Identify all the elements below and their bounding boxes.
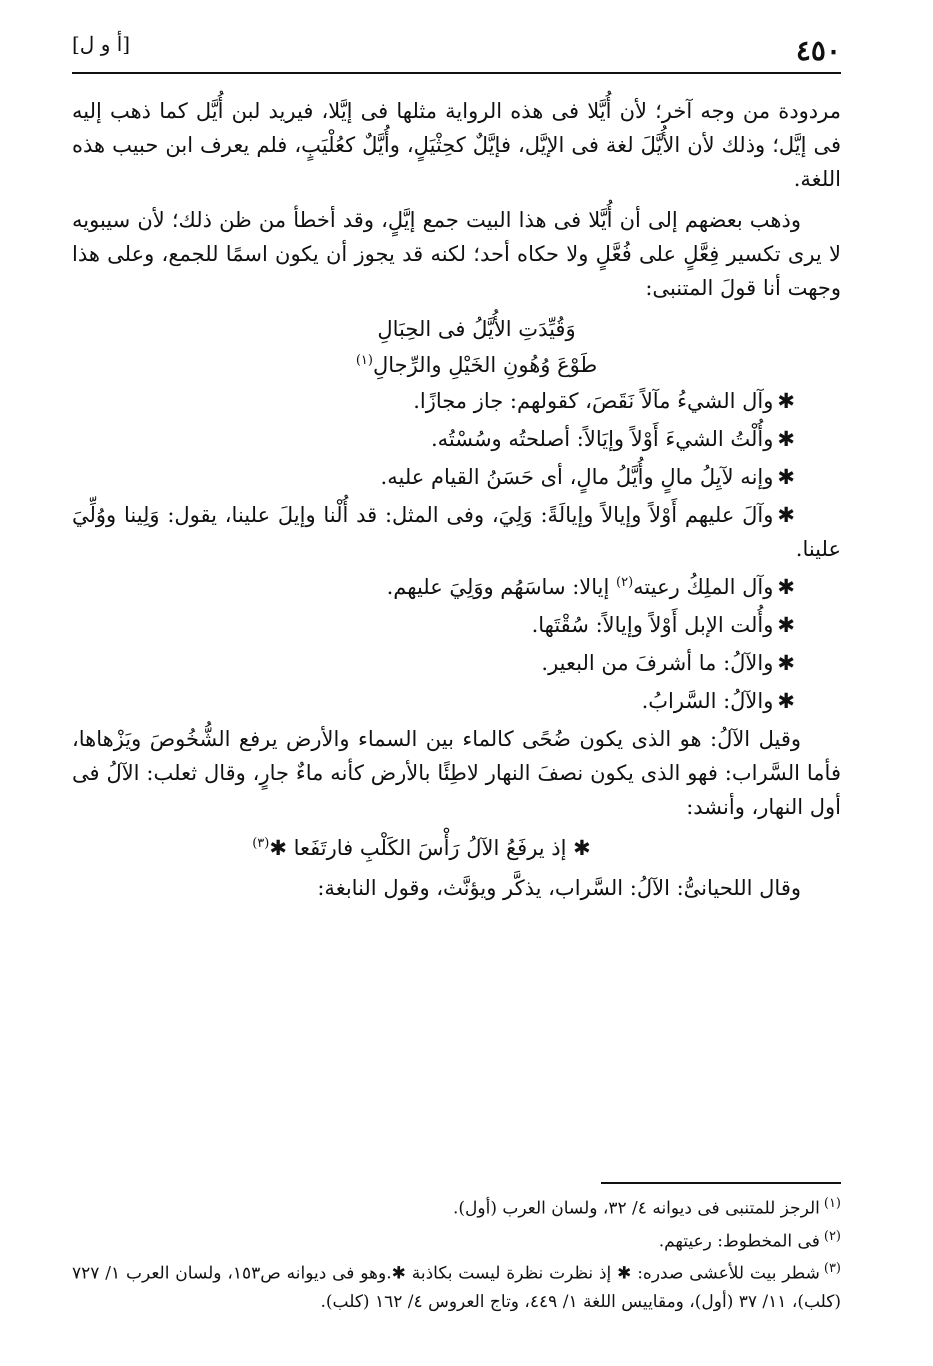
footnote [72, 1255, 841, 1316]
entry-text: وأُلْتُ الشيءَ أَوْلاً وإيَالاً: أصلحتُه وسُسْتُه. [430, 427, 774, 451]
entry-star-icon: ✱ [777, 689, 795, 713]
footnote-ref: (٣) [252, 836, 270, 851]
footnote-divider [601, 1182, 841, 1184]
dictionary-entry [72, 498, 841, 566]
entry-star-icon: ✱ [777, 389, 795, 413]
entry-star-icon: ✱ [777, 465, 795, 489]
footnote [72, 1223, 841, 1256]
dictionary-entry [72, 646, 841, 680]
dictionary-entry [72, 684, 841, 718]
entry-star-icon: ✱ [777, 503, 795, 527]
verse-text: طَوْعَ وُهُونِ الخَيْلِ والرِّجالِ [372, 353, 598, 377]
running-head: [أ و ل] [72, 32, 131, 56]
entry-text: وأُلت الإبل أَوْلاً وإيالاً: سُقْتَها. [531, 613, 774, 637]
entry-star-icon: ✱ [777, 651, 795, 675]
paragraph: مردودة من وجه آخر؛ لأن أُيَّلا فى هذه الرواية مثلها فى إيَّلا، فيريد لبن أُيَّل كما ذهب إليه فى إيَّل؛ وذلك لأن الأُيَّلَ لغة فى الإيَّل، فإيَّلٌ كحِثْيَلٍ، وأُيَّلٌ كعُلْيَبٍ، فلم يعرف ابن حبيب هذه اللغة. [72, 99, 841, 191]
footnote-ref: (١) [355, 353, 373, 368]
entry-text: والآلُ: ما أشرفَ من البعير. [541, 651, 774, 675]
verse-line: وَقُيِّدَتِ الأُيَّلُ فى الحِبَالِ [377, 317, 576, 341]
main-text [72, 94, 841, 912]
footnote-number: (٢) [823, 1228, 841, 1244]
footnotes [72, 1190, 841, 1316]
footnote-text: شطر بيت للأعشى صدره: ✱ إذ نظرت نظرة ليست بكاذبة ✱.وهو فى ديوانه ص١٥٣، ولسان العرب ١/ ٧٢٧ (كلب)، ١١/ ٣٧ (أول)، ومقاييس اللغة ١/ ٤٤٩، وتاج العروس ٤/ ١٦٢ (كلب). [72, 1263, 841, 1312]
paragraph: وذهب بعضهم إلى أن أُيَّلا فى هذا البيت جمع إيَّلٍ، وقد أخطأ من ظن ذلك؛ لأن سيبويه لا يرى تكسير فِعَّلٍ على فُعَّلٍ ولا حكاه أحد؛ لكنه قد يجوز أن يكون اسمًا للجمع، وعلى هذا وجهت أنا قولَ المتنبى: [72, 208, 841, 300]
entry-text: وآل الملِكُ رعيته [633, 575, 774, 599]
paragraph: وقيل الآلُ: هو الذى يكون ضُحًى كالماء بين السماء والأرض يرفع الشُّخُوصَ ويَزْهاها، فأما السَّراب: فهو الذى يكون نصفَ النهار لاطِئًا بالأرض كأنه ماءٌ جارٍ، وقال ثعلب: الآلُ فى أول النهار، وأنشد: [72, 727, 841, 819]
verse-line [72, 348, 841, 382]
footnote-text: الرجز للمتنبى فى ديوانه ٤/ ٣٢، ولسان العرب (أول). [453, 1198, 820, 1219]
entry-text: إيالا: ساسَهُم ووَلِيَ عليهم. [386, 575, 617, 599]
footnote-text: فى المخطوط: رعيتهم. [658, 1231, 820, 1252]
footnote-ref: (٢) [616, 575, 634, 590]
dictionary-entry [72, 608, 841, 642]
verse-text: إذ يرفَعُ الآلُ رَأْسَ الكَلْبِ فارتَفَعا [293, 836, 567, 860]
dictionary-entry [72, 570, 841, 604]
quoted-verse [72, 831, 841, 865]
dictionary-entry [72, 460, 841, 494]
verse-star-icon: ✱ [566, 836, 591, 860]
footnote-number: (١) [823, 1196, 841, 1211]
footnote-number: (٣) [823, 1261, 841, 1277]
entry-text: والآلُ: السَّرابُ. [641, 689, 774, 713]
page-header [72, 22, 841, 74]
page-number: ٤٥٠ [795, 34, 841, 67]
entry-text: وإنه لآيِلُ مالٍ وأُيَّلُ مالٍ، أى حَسَنُ القيام عليه. [380, 465, 774, 489]
verse-star-icon: ✱ [269, 836, 294, 860]
dictionary-entry [72, 422, 841, 456]
dictionary-entry [72, 384, 841, 418]
entry-star-icon: ✱ [777, 575, 795, 599]
footnote [72, 1190, 841, 1223]
entry-text: وآلَ عليهم أَوْلاً وإيالاً وإيالَةً: وَلِيَ، وفى المثل: قد أُلْنا وإيلَ علينا، يقول: وَلِينا ووُلِّيَ علينا. [72, 503, 841, 561]
entry-star-icon: ✱ [777, 427, 795, 451]
entry-text: وآل الشيءُ مآلاً نَقَصَ، كقولهم: جاز مجازًا. [413, 389, 774, 413]
paragraph: وقال اللحيانىُّ: الآلُ: السَّراب، يذكَّر ويؤنَّث، وقول النابغة: [317, 876, 801, 900]
entry-star-icon: ✱ [777, 613, 795, 637]
